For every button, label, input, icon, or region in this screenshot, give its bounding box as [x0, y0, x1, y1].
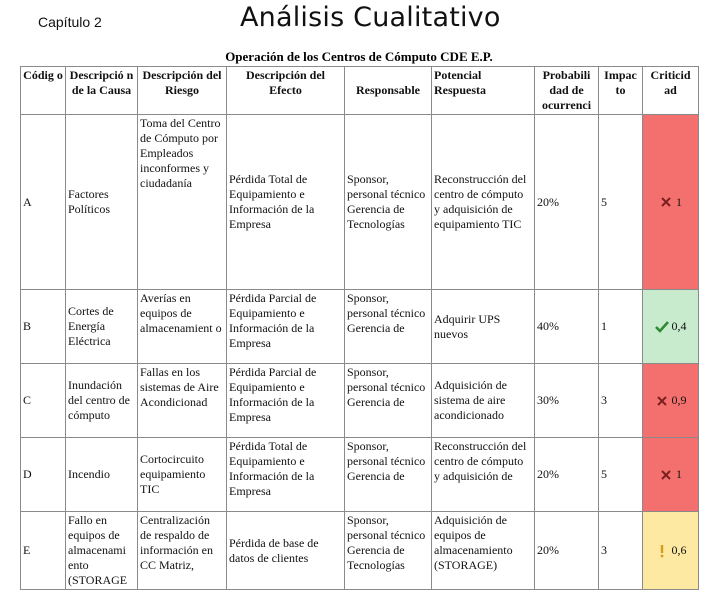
cell-risk: Toma del Centro de Cómputo por Empleados inconformes y ciudadanía [138, 115, 227, 290]
cell-probability: 30% [535, 364, 599, 438]
criticality-value: 0,4 [671, 319, 687, 333]
risk-table-container [20, 48, 698, 587]
cell-probability: 20% [535, 438, 599, 512]
cell-cause: Cortes de Energía Eléctrica [66, 290, 138, 364]
cell-risk: Cortocircuito equipamiento TIC [138, 438, 227, 512]
header-responsible: Responsable [345, 67, 432, 115]
cell-criticality [643, 290, 699, 364]
table-title: Operación de los Centros de Cómputo CDE E.P. [225, 49, 493, 64]
table-header-row [21, 67, 699, 115]
header-impact: Impac to [599, 67, 643, 115]
cell-impact: 5 [599, 438, 643, 512]
header-code: Códig o [21, 67, 66, 115]
risk-table [20, 66, 699, 590]
cell-responsible: Sponsor, personal técnico Gerencia de Tecnologías [345, 115, 432, 290]
chapter-label: Capítulo 2 [38, 14, 102, 30]
cell-effect: Pérdida Parcial de Equipamiento e Información de la Empresa [227, 364, 345, 438]
cell-effect: Pérdida de base de datos de clientes [227, 512, 345, 590]
cell-impact: 3 [599, 512, 643, 590]
cell-code: B [21, 290, 66, 364]
criticality-value: 1 [676, 194, 682, 209]
cell-response: Reconstrucción del centro de cómputo y adquisición de equipamiento TIC [432, 115, 535, 290]
criticality-value: 0,6 [671, 543, 687, 557]
cell-effect: Pérdida Total de Equipamiento e Información de la Empresa [227, 115, 345, 290]
cell-risk: Fallas en los sistemas de Aire Acondicionad [138, 364, 227, 438]
header-criticality: Criticid ad [643, 67, 699, 115]
x-mark-icon [659, 195, 673, 209]
slide-title: Análisis Cualitativo [240, 2, 501, 33]
cell-cause: Fallo en equipos de almacenami ento (STORAGE [66, 512, 138, 590]
cell-response: Reconstrucción del centro de cómputo y adquisición de [432, 438, 535, 512]
header-risk: Descripción del Riesgo [138, 67, 227, 115]
check-mark-icon [655, 320, 669, 334]
header-cause: Descripció n de la Causa [66, 67, 138, 115]
cell-cause: Factores Políticos [66, 115, 138, 290]
header-effect: Descripción del Efecto [227, 67, 345, 115]
criticality-value: 1 [676, 467, 682, 481]
exclamation-icon [655, 544, 669, 558]
cell-impact: 5 [599, 115, 643, 290]
cell-responsible: Sponsor, personal técnico Gerencia de [345, 364, 432, 438]
cell-cause: Inundación del centro de cómputo [66, 364, 138, 438]
table-row [21, 364, 699, 438]
cell-risk: Averías en equipos de almacenamient o [138, 290, 227, 364]
cell-responsible: Sponsor, personal técnico Gerencia de [345, 290, 432, 364]
cell-probability: 40% [535, 290, 599, 364]
cell-criticality [643, 438, 699, 512]
cell-response: Adquisición de sistema de aire acondicionado [432, 364, 535, 438]
x-mark-icon [659, 468, 673, 482]
cell-probability: 20% [535, 115, 599, 290]
x-mark-icon [655, 394, 669, 408]
cell-response: Adquirir UPS nuevos [432, 290, 535, 364]
cell-probability: 20% [535, 512, 599, 590]
cell-impact: 1 [599, 290, 643, 364]
header-response: Potencial Respuesta [432, 67, 535, 115]
cell-criticality [643, 364, 699, 438]
cell-effect: Pérdida Parcial de Equipamiento e Información de la Empresa [227, 290, 345, 364]
cell-code: A [21, 115, 66, 290]
table-row [21, 115, 699, 290]
cell-responsible: Sponsor, personal técnico Gerencia de Tecnologías [345, 512, 432, 590]
cell-responsible: Sponsor, personal técnico Gerencia de [345, 438, 432, 512]
criticality-value: 0,9 [671, 393, 687, 407]
cell-risk: Centralización de respaldo de información en CC Matriz, [138, 512, 227, 590]
table-row [21, 438, 699, 512]
cell-code: D [21, 438, 66, 512]
cell-cause: Incendio [66, 438, 138, 512]
cell-criticality [643, 115, 699, 290]
cell-code: E [21, 512, 66, 590]
cell-effect: Pérdida Total de Equipamiento e Información de la Empresa [227, 438, 345, 512]
table-row [21, 290, 699, 364]
cell-criticality [643, 512, 699, 590]
cell-response: Adquisición de equipos de almacenamiento (STORAGE) [432, 512, 535, 590]
table-row [21, 512, 699, 590]
header-probability: Probabili dad de ocurrenci [535, 67, 599, 115]
cell-impact: 3 [599, 364, 643, 438]
cell-code: C [21, 364, 66, 438]
